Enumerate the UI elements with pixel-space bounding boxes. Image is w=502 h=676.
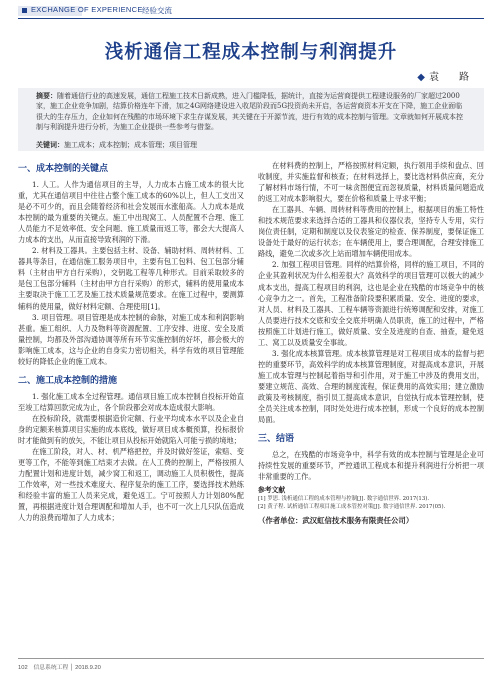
paragraph: 3. 项目管理。项目管理是成本控制的命脉，对施工成本和利润影响甚重。施工组织、人力及物料等资源配置、工序安排、进度、安全及质量控制，均都及外部沟通协调等所有环节实施控制的好坏，都会极大的影响施工成本，这与企业的自身实力密切相关，科学有效的项目管理能较好的降低企业的施工成本。 <box>18 312 244 366</box>
author-affiliation: （作者单位：武汉虹信技术服务有限责任公司） <box>258 515 414 525</box>
paragraph: 1. 强化施工成本全过程管理。通信项目施工成本控制自投标开始直至竣工结算回款完成为止，各个阶段都会对成本造成很大影响。 <box>18 391 244 412</box>
keywords <box>36 140 197 150</box>
abstract-text: 随着通信行业的高速发展，通信工程施工技术日新成熟，进入门槛降低，据统计，直接为运营商提供工程建设服务的厂家超过2000家，施工企业竞争加剧，结算价格连年下滑，加之4G网络建设进入收尾阶段而5G投资尚未开启，各运营商资本开支在下降，施工企业面临很大的生存压力，企业如何在残酷的市场环境下求生存谋发展，其关键在于开源节流，进行有效的成本控制与管理。文章就如何开展成本控制与利润提升进行分析，为施工企业提供一些参考与借鉴。 <box>36 92 463 132</box>
header-section-cn: 经验交流 <box>142 6 172 15</box>
header-section-en: EXCHANGE OF EXPERIENCE <box>31 5 143 14</box>
section-heading-2: 二、施工成本控制的措施 <box>18 375 118 386</box>
left-column <box>18 160 244 523</box>
paragraph: 在投标阶段，就需要根据造价定额、行业平均成本水平以及企业自身的定额来核算项目实施的成本底线，做好项目成本概预算，投标报价时才能做到有的放矢，不能让项目从投标开始就陷入可能亏损的境地； <box>18 413 244 445</box>
section-heading-1: 一、成本控制的关键点 <box>18 164 109 174</box>
reference-item: [2] 黄子程. 试析通信工程项目施工成本管控对策[J]. 数字通信世界. 2017(05). <box>258 504 446 511</box>
right-column <box>258 160 484 526</box>
diamond-icon: ◆ <box>417 72 425 83</box>
abstract-label: 摘要： <box>36 92 57 100</box>
header-rule <box>18 18 484 19</box>
header-square-icon <box>22 8 27 13</box>
keywords-label: 关键词： <box>36 141 64 149</box>
paragraph: 在材料费的控制上，严格按照材料定额，执行领用手续和盘点、回收制度，并实施监督和核查；在材料选择上，要比选材料供应商，充分了解材料市场行情，不可一味贪图便宜而忽视质量，材料质量问题造成的返工对成本影响很大，要在价格和质量上寻求平衡； <box>258 161 484 204</box>
paragraph: 2. 加强工程项目管理。同样的结算价格，同样的施工项目，不同的企业其盈利状况为什么相差很大？高效科学的项目管理可以极大的减少成本支出，提高工程项目的利润，这也是企业在残酷的市场竞争中的核心竞争力之一。首先，工程准备阶段要积累质量、安全、进度的要求，对人员、材料及工器具、工程车辆等资源进行统筹调配和安排，对施工人员要进行技术交底和安全交底并明确人员职责，施工的过程中，严格按照施工计划进行施工，做好质量、安全及进度的自查、抽查，避免返工、窝工以及质量安全事故。 <box>258 260 484 347</box>
article-title: 浅析通信工程成本控制与利润提升 <box>104 42 398 63</box>
keywords-text: 施工成本；成本控制；成本管理；项目管理 <box>64 141 197 149</box>
page-header <box>0 2 502 18</box>
author-name: 袁 路 <box>429 72 474 83</box>
page-footer: 102 信息系统工程 │ 2018.9.20 <box>18 665 101 671</box>
footer-rule <box>18 658 484 659</box>
author <box>417 68 474 83</box>
paragraph: 在工器具、车辆、周转材料等费用的控制上，根据项目的施工特性和技术规范要求来选择合适的工器具和仪器仪表，坚持专人专用，实行岗位责任制，定期和制度以及仪表鉴定的检查、保养制度，要保证施工设备处于最好的运行状态；在车辆使用上，要合理调配，合理安排施工路线，避免二次或多次上站而增加车辆使用成本。 <box>258 205 484 259</box>
paragraph: 在施工阶段，对人、材、机严格把控，并及时做好签证，索赔、变更等工作，不能等到施工结束才去做。在人工费的控制上，严格按照人力配置计划和进度计划，减少窝工和返工，调动施工人员积极性，提高工作效率，对一些技术难度大、程序复杂的施工工序，要选择技术熟练和经验丰富的施工人员来完成，避免返工。宁可按照人力计划80%配置，再根据进度计划合理调配和增加人手，也不可一次上几只队伍造成人力的浪费而增加了人力成本； <box>18 447 244 523</box>
paragraph: 1. 人工。人作为通信项目的主导，人力成本占施工成本的很大比重，尤其在通信项目中往往占整个施工成本的60%以上，但人工支出又是必不可少的，而且会随着经济和社会发展而水涨船高。人力成本是成本控制的最为重要的关键点。施工中出现窝工、人员配置不合理、施工人员能力不足效率低、安全问题、施工质量而返工等，都会大大提高人力成本的支出，从而直接导致利润的下滑。 <box>18 180 244 245</box>
paragraph: 3. 强化成本核算管理。成本核算管理是对工程项目成本的监督与把控的重要环节，高效科学的成本核算管理制度，对提高成本意识，开展施工成本管理与控制起着指导和引作用，对于施工中涉及的费用支出，要建立规范、高效、合理的制度流程，保证费用的高效实用；建立激励政策及考核制度，指引员工提高成本意识，自觉执行成本管理控制，使全员关注成本控制，同时处处进行成本控制，形成一个良好的成本控制局面。 <box>258 348 484 425</box>
paragraph: 2. 材料及工器具。主要包括主材、设备、辅助材料、周转材料、工器具等条目，在通信施工服务项目中，主要有包工包料、包工包部分辅料（主材由甲方自行采购），交钥匙工程等几种形式。目前采取较多的是包工包部分辅料（主材由甲方自行采购）的形式，辅料的使用量成本主要取决于施工工艺及施工技术质量规范要求。在施工过程中，要测算辅料的使用量，做好材料定额、合理使用[1]。 <box>18 246 244 311</box>
reference-item: [1] 罗思. 浅析通信工程的成本管理与控制[J]. 数字通信世界. 2017(13). <box>258 496 430 503</box>
section-heading-3: 三、结语 <box>258 434 295 445</box>
paragraph: 总之，在残酷的市场竞争中，科学有效的成本控制与管理是企业可持续性发展的重要环节，严控通讯工程成本和提升利润进行分析把一项非常重要的工作。 <box>258 450 484 482</box>
references-heading: 参考文献 <box>258 486 286 495</box>
